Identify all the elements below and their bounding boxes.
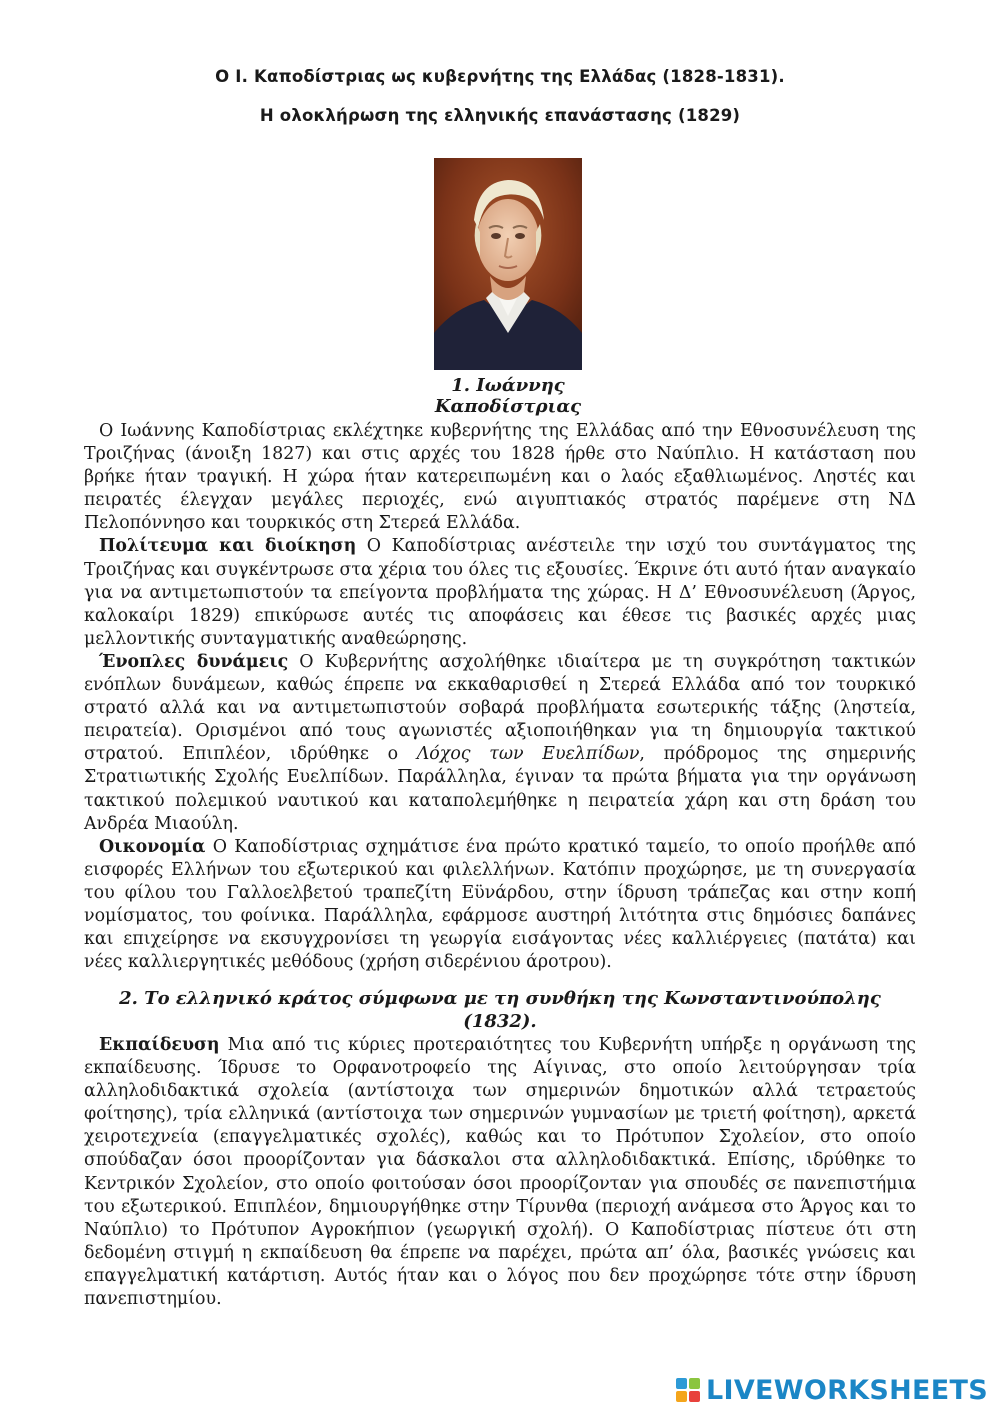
- liveworksheets-icon: [676, 1378, 700, 1402]
- army-text-b: , πρόδρομος της σημερινής Στρατιωτικής Σχολής Ευελπίδων. Παράλληλα, έγιναν τα πρώτα βήματα για την οργάνωση τακτικού πολεμικού ναυτικού και καταπολεμήθηκε η πειρατεία χάρη και στη δράση του Ανδρέα Μιαούλη.: [84, 744, 916, 834]
- army-heading: Ένοπλες δυνάμεις: [99, 651, 289, 672]
- paragraph-education: [84, 1034, 916, 1311]
- paragraph-politics: [84, 535, 916, 650]
- paragraph-economy: [84, 836, 916, 975]
- economy-text: Ο Καποδίστριας σχημάτισε ένα πρώτο κρατικό ταμείο, το οποίο προήλθε από εισφορές Ελλήνων του εξωτερικού και φιλελλήνων. Κατόπιν προχώρησε, με τη συνεργασία του φίλου του Γαλλοελβετού τραπεζίτη Εϋνάρδου, στην ίδρυση τράπεζας και στην κοπή νομίσματος, του φοίνικα. Παράλληλα, εφάρμοσε αυστηρή λιτότητα στις δημόσιες δαπάνες και επιχείρησε να εκσυγχρονίσει τη γεωργία εισάγοντας νέες καλλιέργειες (πατάτα) και νέες καλλιεργητικές μεθόδους (χρήση σιδερένιου άροτρου).: [84, 836, 916, 973]
- figure-caption-2: [84, 987, 916, 1033]
- kapodistrias-portrait: [434, 158, 582, 370]
- army-italic: Λόχος των Ευελπίδων: [416, 744, 640, 765]
- liveworksheets-logo[interactable]: [676, 1373, 988, 1407]
- body-text-upper: [84, 420, 916, 974]
- figure-caption-1: [0, 375, 1000, 417]
- figure-caption-1-line2: Καποδίστριας: [434, 396, 582, 417]
- figure-caption-1-line1: 1. Ιωάννης: [451, 375, 565, 396]
- economy-heading: Οικονομία: [99, 836, 206, 857]
- politics-heading: Πολίτευμα και διοίκηση: [99, 536, 357, 557]
- liveworksheets-wordmark: LIVEWORKSHEETS: [705, 1374, 988, 1406]
- education-heading: Εκπαίδευση: [99, 1035, 220, 1055]
- army-text-a: Ο Κυβερνήτης ασχολήθηκε ιδιαίτερα με τη συγκρότηση τακτικών ενόπλων δυνάμεων, καθώς έπρεπε να εκκαθαρισθεί η Στερεά Ελλάδα από τον τουρκικό στρατό αλλά και να αντιμετωπιστούν σοβαρά προβλήματα εσωτερικής τάξης (ληστεία, πειρατεία). Ορισμένοι από τους αγωνιστές αξιοποιήθηκαν για τη δημιουργία τακτικού στρατού. Επιπλέον, ιδρύθηκε ο: [84, 651, 916, 765]
- paragraph-intro: Ο Ιωάννης Καποδίστριας εκλέχτηκε κυβερνήτης της Ελλάδας από την Εθνοσυνέλευση της Τροιζήνας (άνοιξη 1827) και στις αρχές του 1828 ήρθε στο Ναύπλιο. Η κατάσταση που βρήκε ήταν τραγική. Η χώρα ήταν κατερειπωμένη και ο λαός εξαθλιωμένος. Ληστές και πειρατές έλεγχαν μεγάλες περιοχές, ενώ αιγυπτιακός στρατός παρέμενε στη ΝΔ Πελοπόννησο και τουρκικός στη Στερεά Ελλάδα.: [84, 421, 916, 534]
- figure-caption-2-line1: 2. Το ελληνικό κράτος σύμφωνα με τη συνθήκη της Κωνσταντινούπολης: [119, 988, 881, 1009]
- figure-caption-2-line2: (1832).: [463, 1011, 537, 1032]
- paragraph-army: [84, 651, 916, 836]
- page-title: Ο Ι. Καποδίστριας ως κυβερνήτης της Ελλάδας (1828-1831).: [215, 67, 785, 86]
- body-text-lower: [84, 1034, 916, 1311]
- education-text: Μια από τις κύριες προτεραιότητες του Κυβερνήτη υπήρξε η οργάνωση της εκπαίδευσης. Ίδρυσε το Ορφανοτροφείο της Αίγινας, στο οποίο λειτούργησαν τρία αλληλοδιδακτικά σχολεία (αντίστοιχα των σημερινών δημοτικών αλλά τετραετούς φοίτησης), τρία ελληνικά (αντίστοιχα των σημερινών γυμνασίων με τριετή φοίτηση), αρκετά χειροτεχνεία (επαγγελματικές σχολές), καθώς και το Πρότυπον Σχολείον, στο οποίο σπούδαζαν όσοι προορίζονταν για δάσκαλοι στα αλληλοδιδακτικά. Επίσης, ιδρύθηκε το Κεντρικόν Σχολείον, στο οποίο φοιτούσαν όσοι προορίζονταν για σπουδές σε πανεπιστήμια του εξωτερικού. Επιπλέον, δημιουργήθηκε στην Τίρυνθα (περιοχή ανάμεσα στο Άργος και το Ναύπλιο) το Πρότυπον Αγροκήπιον (γεωργική σχολή). Ο Καποδίστριας πίστευε ότι στη δεδομένη στιγμή η εκπαίδευση θα έπρεπε να παρέχει, πρώτα απ’ όλα, βασικές γνώσεις και επαγγελματική κατάρτιση. Αυτός ήταν και ο λόγος που δεν προχώρησε τότε στην ίδρυση πανεπιστημίου.: [84, 1035, 916, 1310]
- politics-text: Ο Καποδίστριας ανέστειλε την ισχύ του συντάγματος της Τροιζήνας και συγκέντρωσε στα χέρια του όλες τις εξουσίες. Έκρινε ότι αυτό ήταν αναγκαίο για να αντιμετωπιστούν τα επείγοντα προβλήματα της χώρας. Η Δ’ Εθνοσυνέλευση (Άργος, καλοκαίρι 1829) επικύρωσε αυτές τις αποφάσεις και έθεσε τις βασικές αρχές μιας μελλοντικής συνταγματικής αναθεώρησης.: [84, 536, 916, 649]
- page-subtitle: Η ολοκλήρωση της ελληνικής επανάστασης (1829): [259, 106, 741, 125]
